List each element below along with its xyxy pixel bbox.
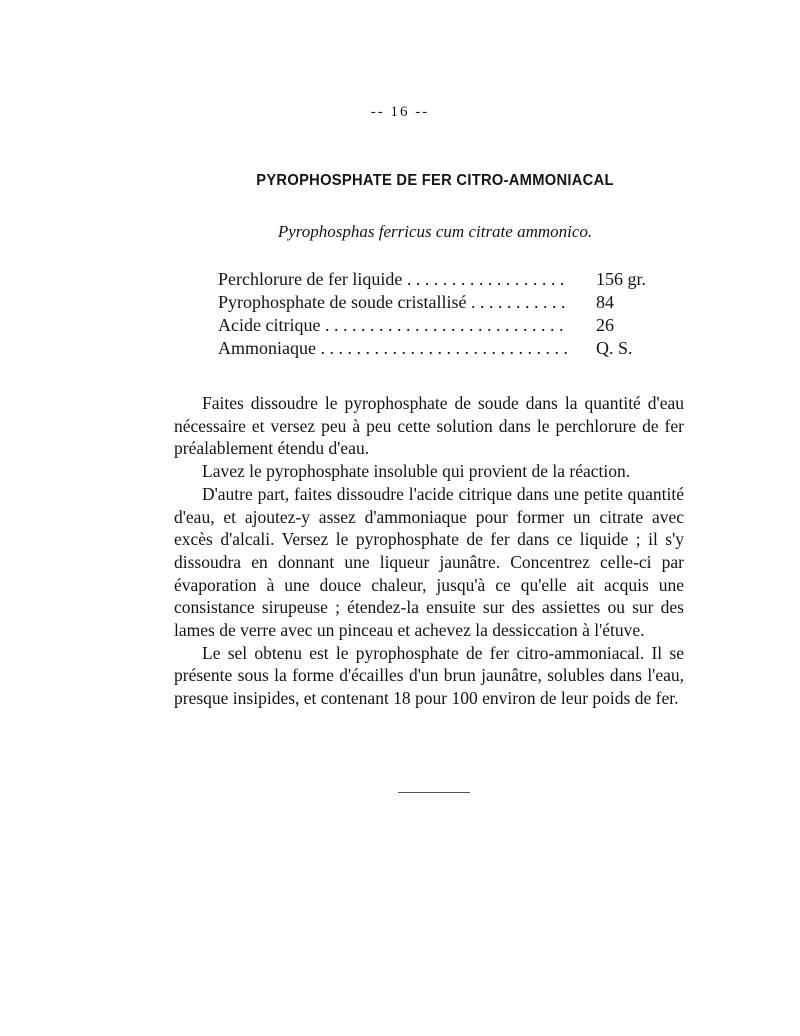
ingredient-row [218,268,647,291]
ingredient-name: Perchlorure de fer liquide . . . [218,268,568,291]
body-text [174,392,684,710]
paragraph: Le sel obtenu est le pyrophosphate de fer citro-ammoniacal. Il se présente sous la forme d'écailles d'un brun jaunâtre, solubles dans l'eau, presque insipides, et contenant 18 pour 100 environ de leur poids de fer. [174,642,684,709]
ingredient-row [218,314,638,337]
page-number: -- 16 -- [370,104,430,120]
ingredient-quantity: Q. S. [592,337,633,360]
paragraph: Faites dissoudre le pyrophosphate de soude dans la quantité d'eau nécessaire et versez peu à peu cette solution dans le perchlorure de fer préalablement étendu d'eau. [174,393,684,459]
ingredient-list [218,268,647,360]
paragraph: D'autre part, faites dissoudre l'acide citrique dans une petite quantité d'eau, et ajoutez-y assez d'ammoniaque pour former un citrate avec excès d'alcali. Versez le pyrophosphate de fer dans ce liquide ; il s'y dissoudra en donnant une liqueur jaunâtre. Concentrez celle-ci par évaporation à une douce chaleur, jusqu'à ce qu'elle ait acquis une consistance sirupeuse ; étendez-la ensuite sur des assiettes ou sur des lames de verre avec un pinceau et achevez la dessiccation à l'étuve. [174,483,684,641]
ingredient-quantity: 84 [592,291,614,314]
ingredient-row [218,291,638,314]
ingredient-quantity: 26 [592,314,614,337]
ingredient-row [218,337,638,360]
latin-subtitle: Pyrophosphas ferricus cum citrate ammonico. [277,222,593,241]
ingredient-name: Ammoniaque . . . [218,337,568,360]
ingredient-name: Acide citrique . . . [218,314,568,337]
separator-rule [398,792,470,793]
ingredient-quantity: 156 gr. [592,268,646,291]
paragraph: Lavez le pyrophosphate insoluble qui provient de la réaction. [202,461,631,482]
ingredient-name: Pyrophosphate de soude cristallisé . . . [218,291,568,314]
page-title: PYROPHOSPHATE DE FER CITRO-AMMONIACAL [256,172,614,189]
